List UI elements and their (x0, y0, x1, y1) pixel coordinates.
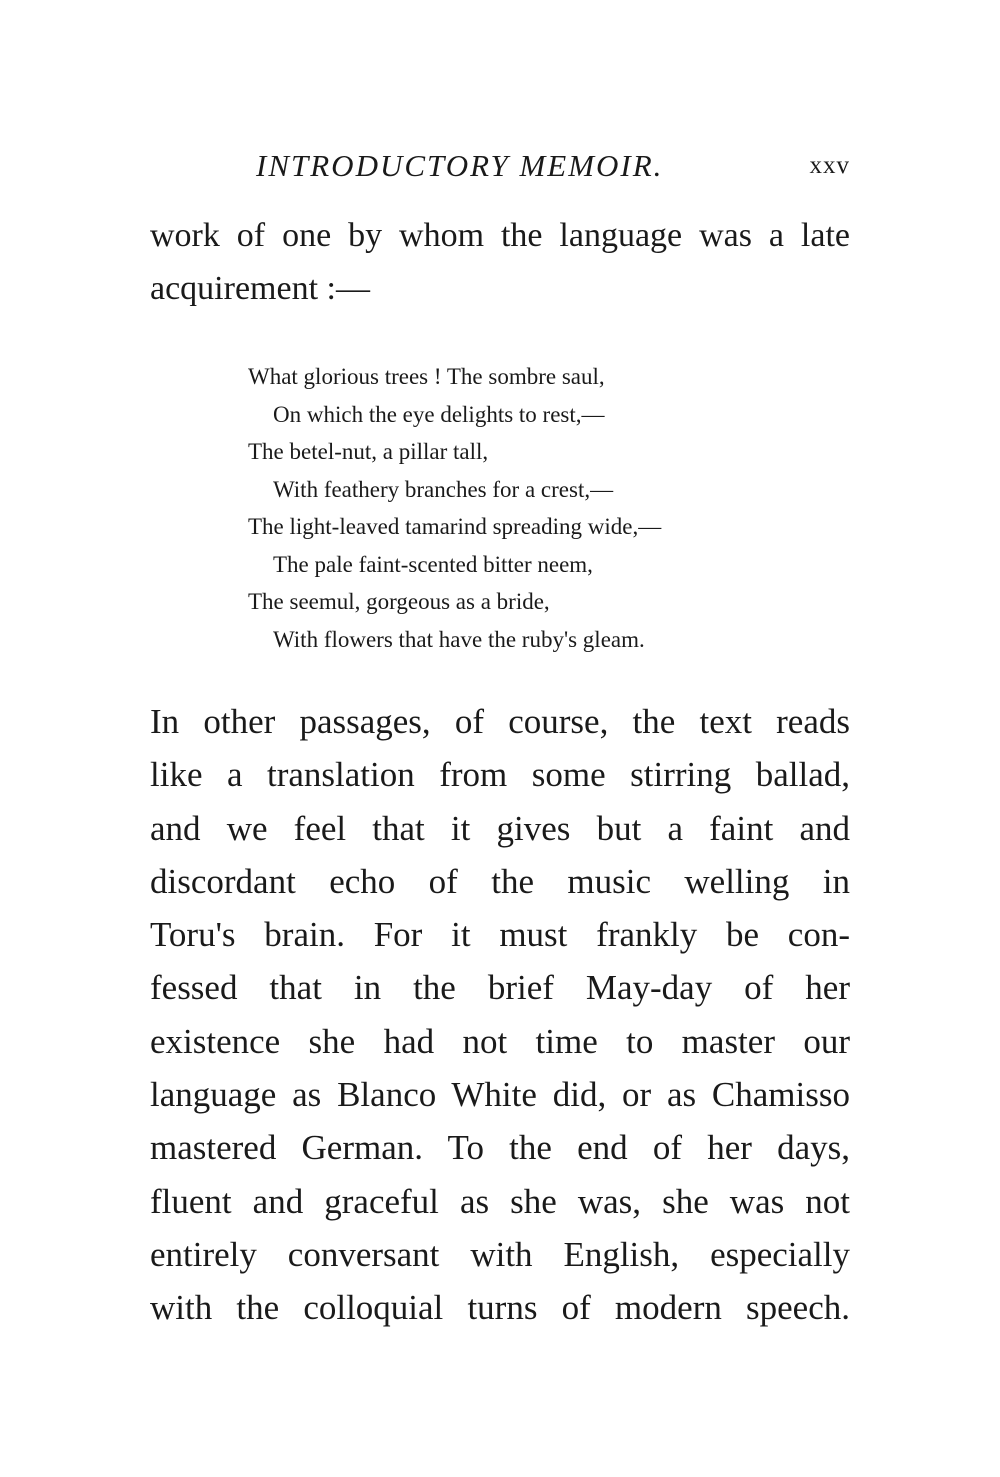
poem-line: The betel-nut, a pillar tall, (248, 439, 489, 464)
intro-paragraph (150, 209, 850, 316)
text-line: fluent and graceful as she was, she was not (150, 1181, 850, 1221)
poem-quotation (248, 358, 808, 658)
text-line: entirely conversant with English, especially (150, 1234, 850, 1274)
text-line: In other passages, of course, the text reads (150, 702, 850, 741)
text-line: mastered German. To the end of her days, (150, 1128, 850, 1168)
text-line: work of one by whom the language was a late (150, 217, 850, 254)
poem-line: With flowers that have the ruby's gleam. (273, 626, 645, 652)
text-line: existence she had not time to master our (150, 1021, 850, 1061)
text-line: fessed that in the brief May-day of her (150, 968, 850, 1008)
body-paragraph (150, 695, 850, 1335)
page-number: xxv (809, 152, 850, 179)
text-line: discordant echo of the music welling in (150, 861, 850, 901)
text-line: and we feel that it gives but a faint and (150, 808, 850, 848)
running-head (150, 148, 850, 188)
poem-line: The pale faint-scented bitter neem, (273, 551, 593, 577)
poem-line: With feathery branches for a crest,— (273, 476, 614, 502)
poem-line: The light-leaved tamarind spreading wide,— (248, 514, 662, 539)
text-line: Toru's brain. For it must frankly be con- (150, 915, 850, 955)
running-title: INTRODUCTORY MEMOIR. (256, 148, 664, 183)
text-line: acquirement :— (150, 270, 370, 308)
poem-line: On which the eye delights to rest,— (273, 401, 605, 427)
poem-line: What glorious trees ! The sombre saul, (248, 364, 605, 389)
poem-line: The seemul, gorgeous as a bride, (248, 589, 550, 614)
text-line: language as Blanco White did, or as Chamisso (150, 1075, 850, 1115)
text-line: like a translation from some stirring ballad, (150, 755, 850, 795)
text-line: with the colloquial turns of modern speech. (150, 1288, 850, 1328)
